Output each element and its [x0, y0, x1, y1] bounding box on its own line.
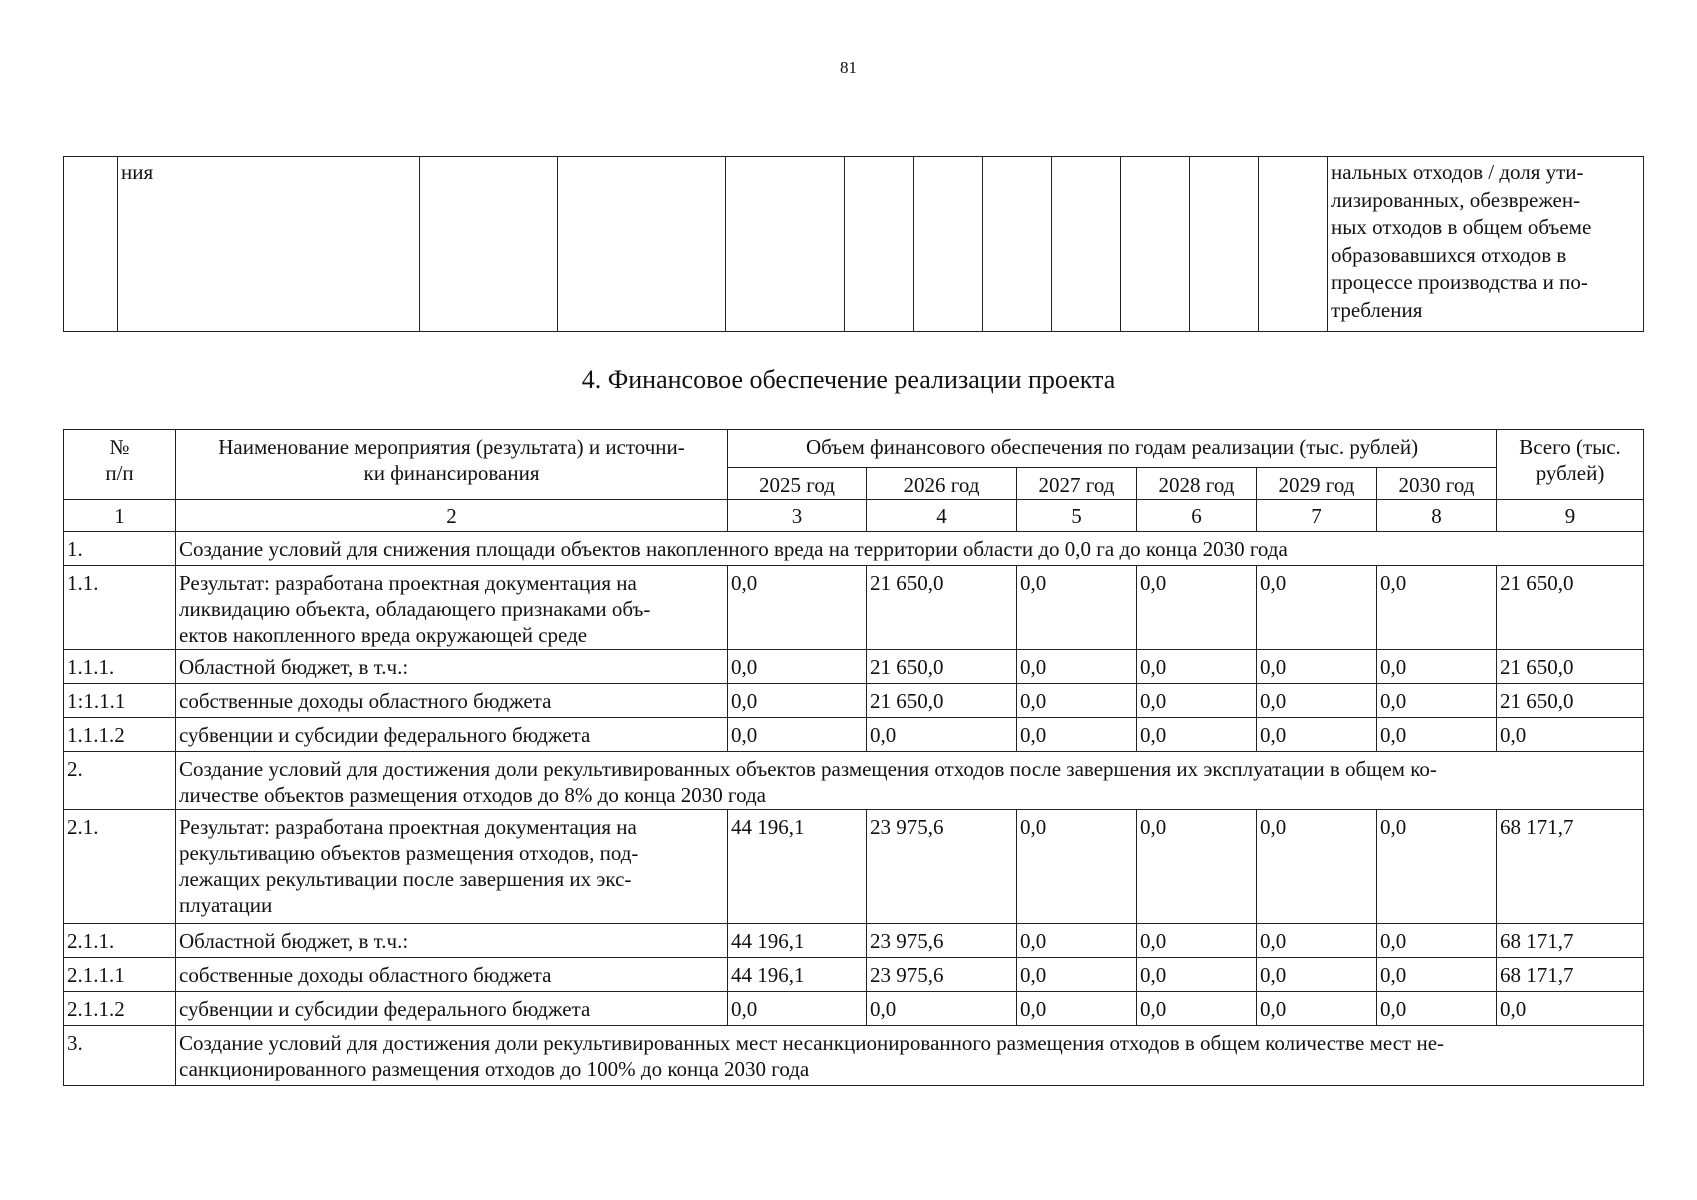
header-year: 2027 год	[1017, 468, 1137, 500]
year-value: 0,0	[1137, 566, 1257, 650]
year-value: 0,0	[1377, 924, 1497, 958]
total-value: 21 650,0	[1497, 566, 1644, 650]
row-number: 1.	[64, 532, 176, 566]
column-number: 3	[728, 500, 867, 532]
year-value: 0,0	[1017, 566, 1137, 650]
column-number: 9	[1497, 500, 1644, 532]
header-year: 2029 год	[1257, 468, 1377, 500]
section-text: Создание условий для достижения доли рекультивированных мест несанкционированного размещения отходов в общем количестве мест не- санкционированного размещения отходов до 100% до конца 2030 года	[176, 1026, 1644, 1086]
section-text: Создание условий для достижения доли рекультивированных объектов размещения отходов после завершения их эксплуатации в общем ко- личестве объектов размещения отходов до 8% до конца 2030 года	[176, 752, 1644, 810]
year-value: 0,0	[1137, 958, 1257, 992]
row-number: 2.1.	[64, 810, 176, 924]
year-value: 23 975,6	[867, 810, 1017, 924]
year-value: 0,0	[1257, 684, 1377, 718]
indicator-line: требления	[1331, 297, 1423, 322]
header-year: 2026 год	[867, 468, 1017, 500]
year-value: 0,0	[1257, 810, 1377, 924]
section-row	[64, 752, 1644, 810]
year-value: 0,0	[1257, 650, 1377, 684]
header-year: 2025 год	[728, 468, 867, 500]
total-value: 0,0	[1497, 992, 1644, 1026]
table-row	[64, 992, 1644, 1026]
column-number: 8	[1377, 500, 1497, 532]
year-value: 0,0	[1017, 992, 1137, 1026]
row-name: субвенции и субсидии федерального бюджета	[176, 718, 728, 752]
year-value: 0,0	[728, 992, 867, 1026]
table-row	[64, 810, 1644, 924]
row-name: собственные доходы областного бюджета	[176, 958, 728, 992]
year-value: 0,0	[867, 992, 1017, 1026]
year-value: 0,0	[1017, 810, 1137, 924]
year-value: 0,0	[728, 718, 867, 752]
total-value: 0,0	[1497, 718, 1644, 752]
year-value: 0,0	[1017, 684, 1137, 718]
header-name: Наименование мероприятия (результата) и источни- ки финансирования	[176, 430, 728, 500]
row-name: Результат: разработана проектная документация на рекультивацию объектов размещения отходов, под- лежащих рекультивации после завершения их экс- плуатации	[176, 810, 728, 924]
year-value: 0,0	[1377, 684, 1497, 718]
indicator-line: образовавшихся отходов в	[1331, 242, 1567, 267]
table-row	[64, 650, 1644, 684]
year-value: 0,0	[1017, 924, 1137, 958]
year-value: 21 650,0	[867, 650, 1017, 684]
table-row	[64, 924, 1644, 958]
row-number: 1.1.	[64, 566, 176, 650]
section-row	[64, 1026, 1644, 1086]
year-value: 0,0	[1377, 992, 1497, 1026]
year-value: 0,0	[1257, 992, 1377, 1026]
year-value: 0,0	[867, 718, 1017, 752]
year-value: 0,0	[728, 684, 867, 718]
row-number: 2.1.1.	[64, 924, 176, 958]
header-year: 2028 год	[1137, 468, 1257, 500]
financing-table	[63, 429, 1644, 1086]
table-row	[64, 566, 1644, 650]
year-value: 0,0	[1017, 718, 1137, 752]
column-number: 5	[1017, 500, 1137, 532]
section-title: 4. Финансовое обеспечение реализации проекта	[581, 365, 1116, 394]
row-name: собственные доходы областного бюджета	[176, 684, 728, 718]
table-row	[64, 958, 1644, 992]
column-number: 1	[64, 500, 176, 532]
column-number: 7	[1257, 500, 1377, 532]
year-value: 0,0	[1257, 958, 1377, 992]
header-year: 2030 год	[1377, 468, 1497, 500]
year-value: 0,0	[1137, 718, 1257, 752]
row-number: 2.	[64, 752, 176, 810]
row-number: 2.1.1.1	[64, 958, 176, 992]
year-value: 0,0	[1257, 924, 1377, 958]
total-value: 68 171,7	[1497, 810, 1644, 924]
row-name: Областной бюджет, в т.ч.:	[176, 924, 728, 958]
year-value: 23 975,6	[867, 958, 1017, 992]
indicator-line: процессе производства и по-	[1331, 270, 1588, 294]
header-volume: Объем финансового обеспечения по годам реализации (тыс. рублей)	[728, 430, 1497, 468]
top-cell-indicator	[1328, 157, 1644, 332]
continued-indicator-table	[63, 156, 1644, 332]
row-number: 1.1.1.	[64, 650, 176, 684]
section-text: Создание условий для снижения площади объектов накопленного вреда на территории области до 0,0 га до конца 2030 года	[176, 532, 1644, 566]
year-value: 23 975,6	[867, 924, 1017, 958]
year-value: 44 196,1	[728, 810, 867, 924]
year-value: 0,0	[1377, 810, 1497, 924]
row-name: Областной бюджет, в т.ч.:	[176, 650, 728, 684]
indicator-line: ных отходов в общем объеме	[1331, 215, 1592, 239]
column-number: 4	[867, 500, 1017, 532]
column-number: 2	[176, 500, 728, 532]
year-value: 21 650,0	[867, 684, 1017, 718]
year-value: 0,0	[1257, 566, 1377, 650]
year-value: 0,0	[1017, 650, 1137, 684]
indicator-line: лизированных, обезврежен-	[1331, 187, 1581, 212]
year-value: 0,0	[1377, 650, 1497, 684]
year-value: 0,0	[728, 650, 867, 684]
year-value: 0,0	[1377, 718, 1497, 752]
row-name: субвенции и субсидии федерального бюджета	[176, 992, 728, 1026]
indicator-line: нальных отходов / доля ути-	[1331, 160, 1584, 184]
year-value: 0,0	[1377, 566, 1497, 650]
year-value: 0,0	[1137, 810, 1257, 924]
row-number: 1.1.1.2	[64, 718, 176, 752]
year-value: 0,0	[1377, 958, 1497, 992]
year-value: 0,0	[1137, 924, 1257, 958]
year-value: 0,0	[1137, 650, 1257, 684]
year-value: 0,0	[728, 566, 867, 650]
row-number: 2.1.1.2	[64, 992, 176, 1026]
total-value: 68 171,7	[1497, 924, 1644, 958]
header-num: № п/п	[64, 430, 176, 500]
year-value: 44 196,1	[728, 924, 867, 958]
year-value: 0,0	[1137, 684, 1257, 718]
top-cell-name: ния	[118, 157, 420, 332]
page-number: 81	[840, 58, 857, 77]
row-name: Результат: разработана проектная документация на ликвидацию объекта, обладающего признаками объ- ектов накопленного вреда окружающей среде	[176, 566, 728, 650]
table-row	[64, 718, 1644, 752]
year-value: 0,0	[1257, 718, 1377, 752]
section-row	[64, 532, 1644, 566]
total-value: 68 171,7	[1497, 958, 1644, 992]
row-number: 3.	[64, 1026, 176, 1086]
year-value: 44 196,1	[728, 958, 867, 992]
top-cell-empty	[64, 157, 118, 332]
total-value: 21 650,0	[1497, 650, 1644, 684]
row-number: 1:1.1.1	[64, 684, 176, 718]
year-value: 21 650,0	[867, 566, 1017, 650]
year-value: 0,0	[1017, 958, 1137, 992]
year-value: 0,0	[1137, 992, 1257, 1026]
header-total: Всего (тыс. рублей)	[1497, 430, 1644, 500]
table-row	[64, 684, 1644, 718]
total-value: 21 650,0	[1497, 684, 1644, 718]
column-number: 6	[1137, 500, 1257, 532]
